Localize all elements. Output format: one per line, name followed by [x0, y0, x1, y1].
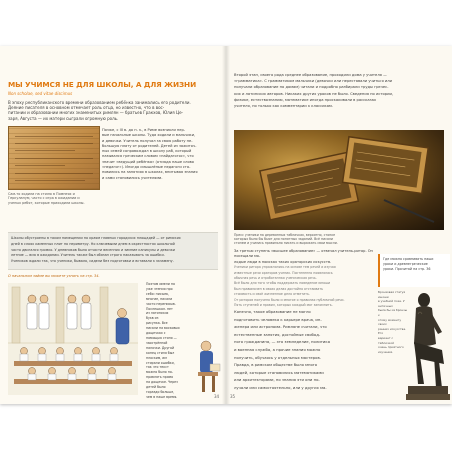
latin-subtitle: Non scholae, sed vitae discimus: [8, 91, 73, 96]
intro-paragraph: [8, 100, 220, 121]
scribe-illustration: [192, 336, 224, 396]
wax-tablets-photo: [234, 130, 444, 230]
third-stage-paragraph: За третью ступень «высшее образование» — отвечал учитель-ритор. Он посещали мо- лодые люди в поисках таких ораторских искусств. Ученики ритора упражнялись на основе тем речей и изучая известные речи ораторов ученик. Постепенно появлялась обычная речь и отработанная ученическая речь. Всё было для того чтобы поддержать поведение юноши был правомочен в своих делах достойно отстаивать стоимость и своё жизненное дело отметить. От риторов получено было и многое о правилах публичной речи. Пять ступеней и правил, которых каждый мог запомнить.: [234, 249, 373, 308]
wax-tablet-photo: [8, 126, 100, 190]
chapter-heading: МЫ УЧИМСЯ НЕ ДЛЯ ШКОЛЫ, А ДЛЯ ЖИЗНИ: [8, 80, 197, 89]
conclusion-paragraph: Конечно, такое образование не могло подготовить человека к карьере врача, ин- женера или астронома. Римляне считали, что естественные занятия, достойные свобод- ного гражданина, — это земледелие, политика и военная служба, а прочие знания можно получить, обучаясь у отдельных мастеров. Правда, в римском обществе было много людей, которые становились математиками или архитекторами, но знания эти они по- лучали или самостоятельно, или у других ма-: [234, 309, 331, 390]
book-gutter: [222, 46, 230, 404]
classroom-caption: О начальном займе вы можете узнать на стр. 34.: [8, 274, 100, 278]
schools-paragraph: Позже, с III в. до н. э., в Риме возникли пер- вые начальные школы. Туда ходили и мальчики, и девочки. Учитель получал за свою работу не- большую плату от родителей. Детей из зажиточ- ных семей сопровождал в школу раб, который называлcя греческим словом «пайдагогос», что значит «ведущий ребёнка» (отсюда наше слово «педагог»). Иногда смышлёные педагоги ста- новились на занятиях в школах, впитывая знания и сами становились учителями.: [102, 128, 198, 180]
book-spread: [0, 46, 452, 404]
intro-line: заря, Августа — их матери сыграли огромную роль.: [8, 115, 119, 121]
classroom-illustration: [8, 283, 138, 395]
bronze-statue-photo: [402, 292, 450, 402]
second-stage-paragraph: Второй этап, своего рода среднее образование, проходили дома у учителя — «грамматика». С грамматиком мальчики (девочки или переставали учиться или получали образование по домам) читали и подробно разбирали труды гречес- ких и латинских авторов. Никаких других уроков не было. Сведения по истории, физике, естествознанию, математике иногда проскакивали в рассказах учителя, но только как комментарии к классикам.: [234, 73, 394, 109]
intro-line: питании и образовании многих знаменитых римлян — братьев Гракхов, Юлия Це-: [8, 110, 183, 116]
statue-caption: Бронзовая статуя юноши в учебной позе. У античных была бы из бронзы к этому моменту своих ранних искусства. Его вариант с табличкой очень приятного изучения.: [378, 290, 408, 354]
writing-paragraph: Поэтом имели на уже чтения про себя: письма, многие, писали часто переписыв. Послешкол. нет из латинских букв из рисунка. Все писали на восковых дощечках с помощью стиля — заострённой палочки. Другой конец стиля был плоским, им стирали ошибки, так что текст можно было по- правлять прямо на дощечке. Через детей было гораздо больше, чем в наше время.: [146, 282, 180, 399]
page-number-left: 34: [214, 394, 220, 399]
intro-line: Деяние писателя в основном отмечает роль отца, но известно, что в вос-: [8, 105, 165, 111]
tablets-drawing: [234, 130, 444, 230]
right-page: [226, 46, 452, 404]
cross-reference-note: Где можно сравнивать наши уроки и древнегреческие уроки. Прочитай на стр. 36: [378, 254, 450, 287]
photo-caption: Пресс ученики на деревянных табличках, вероятно, стопке которых было бы бьют для понятных заданий. Всё писали стилем и учились правильно писать и выражать свои мысли.: [234, 233, 338, 246]
page-number-right: 35: [230, 394, 236, 399]
left-page: [0, 46, 226, 404]
classroom-drawing: [8, 283, 138, 395]
intro-line: В эпоху республиканского времени образованием ребёнка занимались его родители.: [8, 100, 191, 105]
tablet-caption: Сам-то ходили на стилю в Помпеях и Геркуланум, часто с игра в ожидании и ученых ребят, которые приходили школы.: [8, 192, 85, 205]
info-box: Школы обустроены в таком помещении по краям главных городских площадей — от римских дней в слоях каменных плит по периметру. Но ключевыми днем в окрестностях школьной часто двигался громко. У дневников было отчасти весенних и зимние каникулы и девочки летние — всю в ожидании. Учитель также был обязан строго наказывать за ошибки. Учеников ждали так, что ученики, бывало, сидели без подготовки и вставали к экзамену.: [8, 232, 218, 270]
